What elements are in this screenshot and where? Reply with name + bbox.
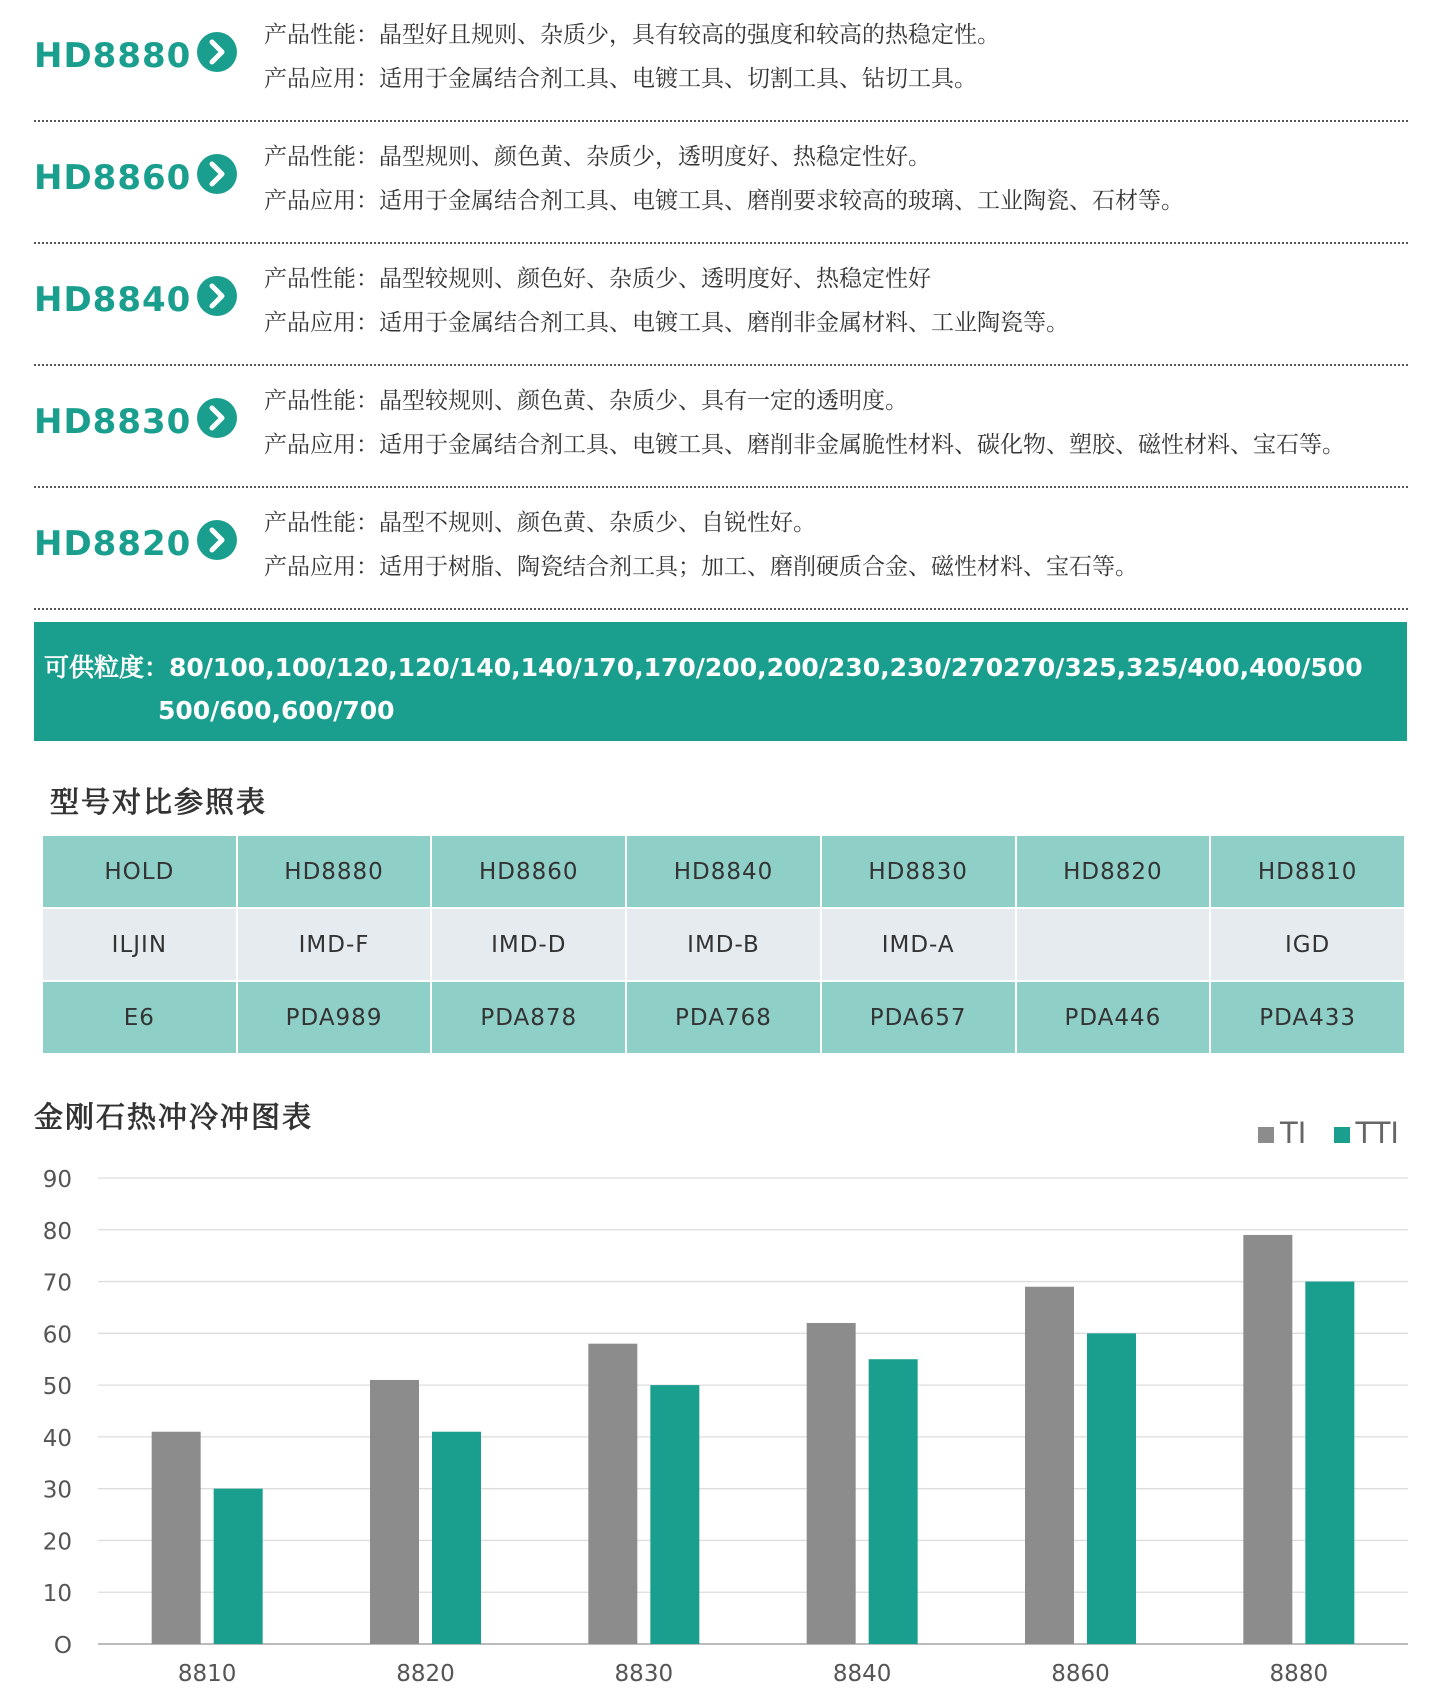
- bar-ti-8820: [370, 1380, 419, 1644]
- bar-tti-8830: [650, 1385, 699, 1644]
- x-tick-label: 8840: [832, 1661, 892, 1687]
- product-performance: 产品性能：晶型不规则、颜色黄、杂质少、自锐性好。: [264, 510, 816, 536]
- product-performance: 产品性能：晶型好且规则、杂质少，具有较高的强度和较高的热稳定性。: [264, 22, 1000, 48]
- bar-tti-8880: [1305, 1282, 1354, 1644]
- y-tick-label: 30: [42, 1477, 72, 1504]
- y-tick-label: 50: [42, 1374, 72, 1401]
- comparison-cell: HD8820: [1016, 835, 1211, 908]
- y-tick-label: 40: [42, 1425, 72, 1452]
- product-performance: 产品性能：晶型较规则、颜色黄、杂质少、具有一定的透明度。: [264, 388, 908, 414]
- comparison-cell: IMD-F: [237, 908, 432, 981]
- comparison-cell: IMD-A: [821, 908, 1016, 981]
- y-tick-label: 80: [42, 1218, 72, 1245]
- bar-ti-8810: [152, 1432, 201, 1644]
- bar-tti-8820: [432, 1432, 481, 1644]
- product-application: 产品应用：适用于金属结合剂工具、电镀工具、切割工具、钻切工具。: [264, 66, 977, 92]
- product-application: 产品应用：适用于树脂、陶瓷结合剂工具；加工、磨削硬质合金、磁性材料、宝石等。: [264, 554, 1138, 580]
- bar-ti-8880: [1243, 1235, 1292, 1644]
- comparison-cell: PDA989: [237, 981, 432, 1054]
- comparison-table-title: 型号对比参照表: [50, 785, 268, 819]
- y-tick-label: 70: [42, 1270, 72, 1297]
- chart-title: 金刚石热冲冷冲图表: [34, 1100, 314, 1134]
- product-application: 产品应用：适用于金属结合剂工具、电镀工具、磨削要求较高的玻璃、工业陶瓷、石材等。: [264, 188, 1184, 214]
- comparison-cell: IMD-B: [626, 908, 821, 981]
- comparison-cell: IMD-D: [431, 908, 626, 981]
- product-application: 产品应用：适用于金属结合剂工具、电镀工具、磨削非金属脆性材料、碳化物、塑胶、磁性材料、宝石等。: [264, 432, 1345, 458]
- comparison-cell: PDA433: [1210, 981, 1405, 1054]
- bar-ti-8840: [807, 1323, 856, 1644]
- legend-label-tti: TTI: [1355, 1116, 1399, 1150]
- comparison-cell: PDA768: [626, 981, 821, 1054]
- legend-label-ti: TI: [1280, 1116, 1307, 1150]
- x-tick-label: 8830: [614, 1661, 674, 1687]
- y-tick-label: 10: [42, 1581, 72, 1608]
- y-tick-label: 90: [42, 1167, 72, 1193]
- x-tick-label: 8880: [1269, 1661, 1329, 1687]
- bar-tti-8840: [869, 1359, 918, 1644]
- x-tick-label: 8820: [396, 1661, 455, 1687]
- y-tick-label: O: [53, 1633, 72, 1659]
- y-tick-label: 20: [42, 1529, 72, 1556]
- bar-ti-8830: [588, 1344, 637, 1644]
- comparison-cell: HOLD: [42, 835, 237, 908]
- product-code: HD8820: [34, 524, 192, 564]
- comparison-cell: HD8880: [237, 835, 432, 908]
- grain-size-line-1: 可供粒度：80/100,100/120,120/140,140/170,170/200,200/230,230/270270/325,325/400,400/500: [44, 653, 1363, 682]
- x-tick-label: 8860: [1051, 1661, 1110, 1687]
- product-performance: 产品性能：晶型较规则、颜色好、杂质少、透明度好、热稳定性好: [264, 266, 931, 292]
- comparison-cell: HD8860: [431, 835, 626, 908]
- product-performance: 产品性能：晶型规则、颜色黄、杂质少，透明度好、热稳定性好。: [264, 144, 931, 170]
- x-tick-label: 8810: [177, 1661, 237, 1687]
- comparison-cell: PDA446: [1016, 981, 1211, 1054]
- bar-tti-8810: [214, 1489, 263, 1644]
- comparison-cell: IGD: [1210, 908, 1405, 981]
- comparison-cell: HD8840: [626, 835, 821, 908]
- product-application: 产品应用：适用于金属结合剂工具、电镀工具、磨削非金属材料、工业陶瓷等。: [264, 310, 1069, 336]
- comparison-cell: HD8830: [821, 835, 1016, 908]
- product-code: HD8880: [34, 36, 192, 76]
- grain-size-line-2: 500/600,600/700: [158, 696, 395, 725]
- bar-tti-8860: [1087, 1333, 1136, 1644]
- y-tick-label: 60: [42, 1322, 72, 1349]
- bar-ti-8860: [1025, 1287, 1074, 1644]
- product-code: HD8840: [34, 280, 192, 320]
- comparison-cell: HD8810: [1210, 835, 1405, 908]
- comparison-cell: PDA657: [821, 981, 1016, 1054]
- comparison-cell: E6: [42, 981, 237, 1054]
- comparison-cell: PDA878: [431, 981, 626, 1054]
- comparison-cell: ILJIN: [42, 908, 237, 981]
- product-code: HD8860: [34, 158, 192, 198]
- product-code: HD8830: [34, 402, 192, 442]
